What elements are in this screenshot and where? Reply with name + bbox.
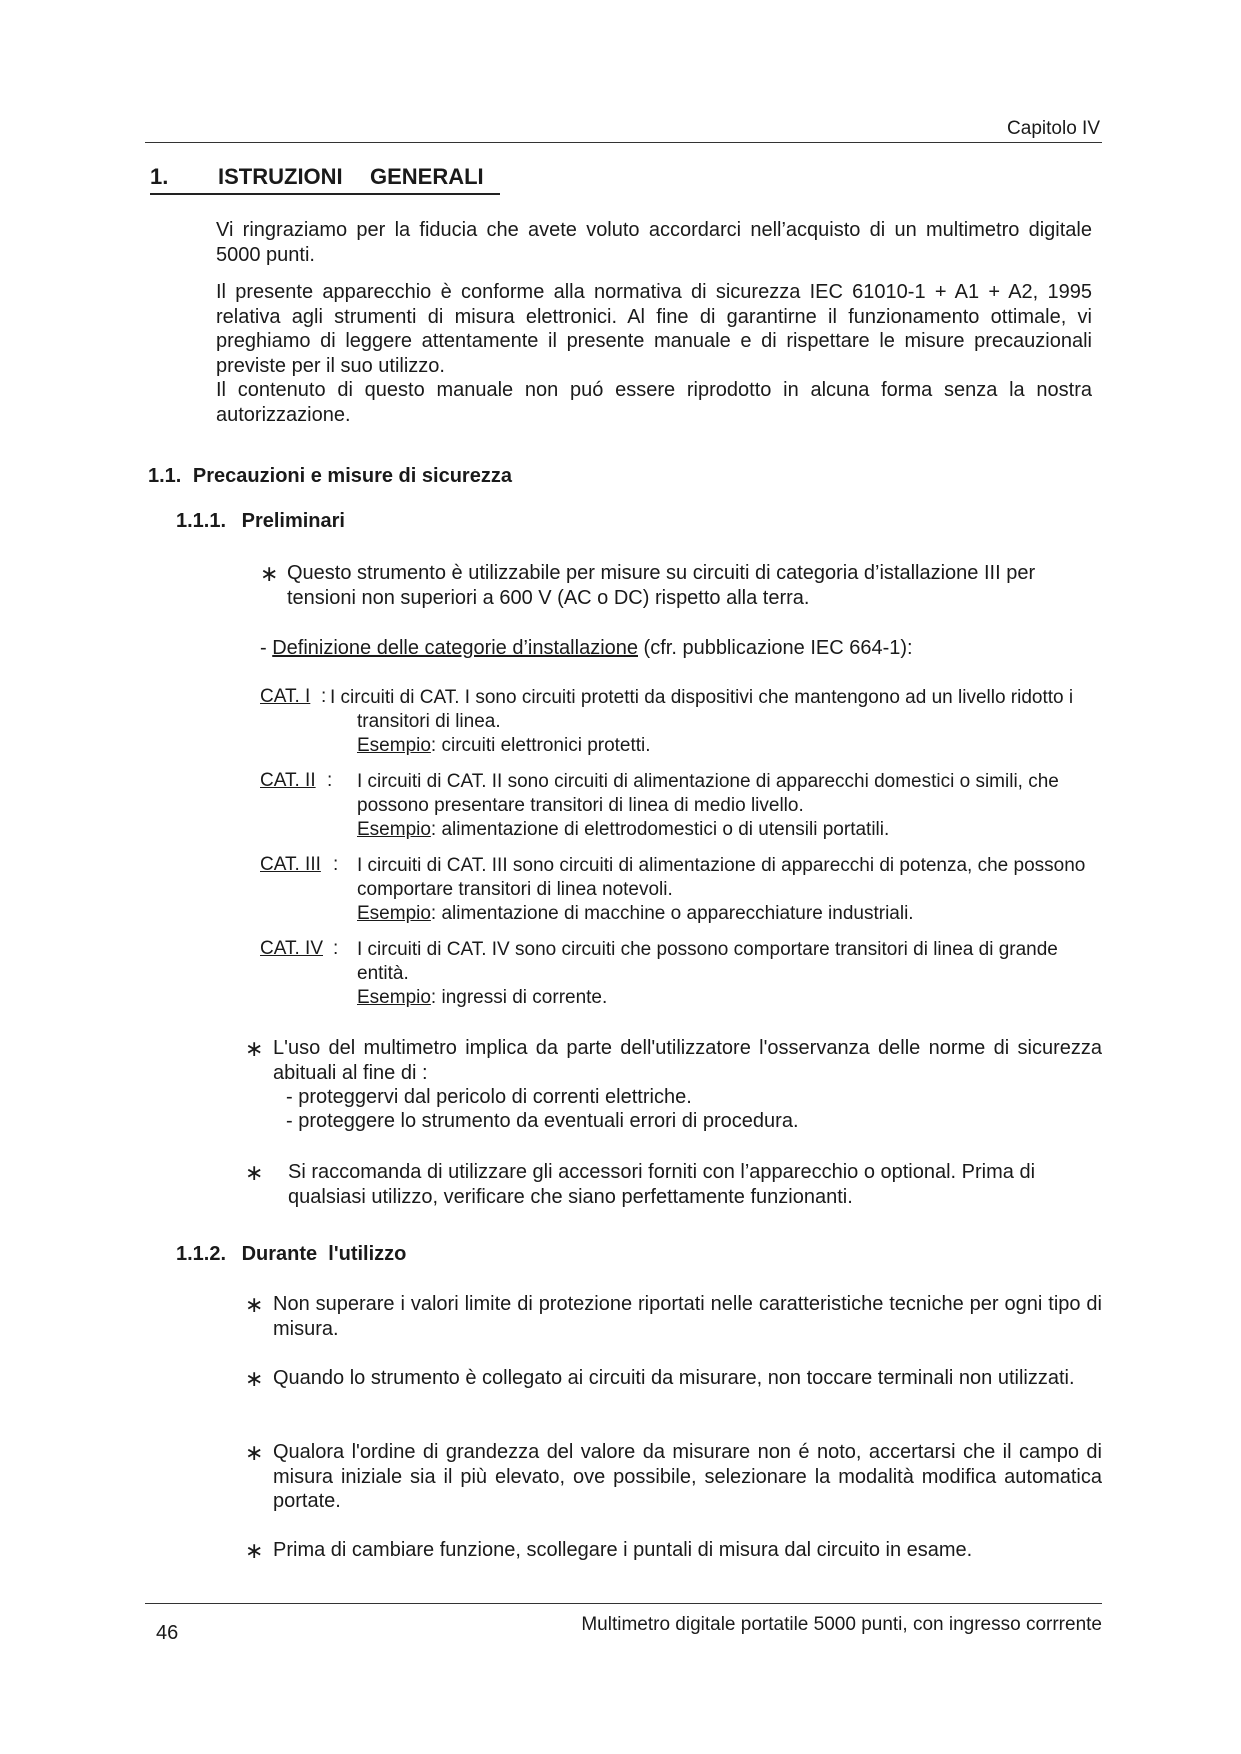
bullet-2-sub-1: - proteggervi dal pericolo di correnti elettriche.	[286, 1086, 692, 1108]
section-1-1-heading	[148, 465, 512, 488]
cat-4-colon: :	[333, 938, 339, 959]
section-1-1-1-number: 1.1.1.	[176, 510, 227, 532]
cat-3-text: I circuiti di CAT. III sono circuiti di alimentazione di apparecchi di potenza, che possono comportare transitori di linea notevoli.	[357, 855, 1086, 900]
cat-2-description	[357, 770, 1102, 842]
intro-paragraph-2: Il presente apparecchio è conforme alla normativa di sicurezza IEC 61010-1 + A1 + A2, 1995 relativa agli strumenti di misura elettronici. Al fine di garantirne il funzionamento ottimale, vi preghiamo di leggere attentamente il presente manuale e di rispettare le misure precauzionali previste per il suo utilizzo.	[216, 281, 1092, 377]
cat-2-label: CAT. II	[260, 770, 316, 791]
cat-3-example-label: Esempio	[357, 903, 431, 924]
utilizzo-bullet-1: Non superare i valori limite di protezione riportati nelle caratteristiche tecniche per ogni tipo di misura.	[273, 1293, 1102, 1340]
section-1-1-2-heading	[176, 1243, 406, 1266]
cat-4-example-label: Esempio	[357, 987, 431, 1008]
footer-rule	[145, 1603, 1102, 1604]
section-1-1-2-title: Durante l'utilizzo	[241, 1243, 407, 1265]
page-number: 46	[156, 1622, 179, 1644]
bullet-symbol: ∗	[245, 1538, 264, 1563]
section-1-1-2-number: 1.1.2.	[176, 1243, 227, 1265]
section-1-title-word2: GENERALI	[370, 164, 484, 189]
section-1-1-number: 1.1.	[148, 465, 182, 487]
cat-2-example: : alimentazione di elettrodomestici o di utensili portatili.	[430, 819, 890, 840]
bullet-symbol: ∗	[245, 1292, 264, 1317]
cat-4-description	[357, 938, 1102, 1010]
cat-1-text: I circuiti di CAT. I sono circuiti protetti da dispositivi che mantengono ad un livello ridotto i transitori di linea.	[330, 687, 1074, 732]
intro-paragraph-3: Il contenuto di questo manuale non puó essere riprodotto in alcuna forma senza la nostra autorizzazione.	[216, 379, 1092, 426]
section-1-1-title: Precauzioni e misure di sicurezza	[192, 465, 512, 487]
cat-3-description	[357, 854, 1102, 926]
cat-1-colon: :	[321, 686, 327, 707]
bullet-symbol: ∗	[245, 1366, 264, 1391]
cat-3-colon: :	[333, 854, 339, 875]
section-1-1-1-heading	[176, 510, 345, 533]
intro-paragraph-1: Vi ringraziamo per la fiducia che avete voluto accordarci nell’acquisto di un multimetro digitale 5000 punti.	[216, 219, 1092, 266]
preliminari-bullet-2: L'uso del multimetro implica da parte dell'utilizzatore l'osservanza delle norme di sicurezza abituali al fine di :	[273, 1037, 1102, 1084]
section-1-title-word1: ISTRUZIONI	[218, 164, 343, 189]
cat-2-example-label: Esempio	[357, 819, 431, 840]
categories-definition	[260, 636, 1102, 661]
cat-3-label: CAT. III	[260, 854, 321, 875]
section-1-heading	[0, 164, 1241, 194]
cat-2-text: I circuiti di CAT. II sono circuiti di alimentazione di apparecchi domestici o simili, che possono presentare transitori di linea di medio livello.	[357, 771, 1059, 816]
bullet-symbol: ∗	[245, 1440, 264, 1465]
utilizzo-bullet-4: Prima di cambiare funzione, scollegare i puntali di misura dal circuito in esame.	[273, 1539, 973, 1561]
cat-1-example-label: Esempio	[357, 735, 431, 756]
cat-1-label: CAT. I	[260, 686, 311, 707]
cat-2-colon: :	[327, 770, 333, 791]
bullet-symbol: ∗	[245, 1036, 264, 1061]
bullet-2-sub-2: - proteggere lo strumento da eventuali errori di procedura.	[286, 1110, 799, 1132]
utilizzo-bullet-2: Quando lo strumento è collegato ai circuiti da misurare, non toccare terminali non utilizzati.	[273, 1367, 1075, 1389]
section-1-number: 1.	[150, 164, 169, 189]
cat-4-label: CAT. IV	[260, 938, 323, 959]
section-1-underline	[150, 193, 500, 195]
header-rule	[145, 142, 1102, 143]
bullet-symbol: ∗	[260, 561, 279, 586]
definition-reference: (cfr. pubblicazione IEC 664-1):	[638, 637, 913, 659]
utilizzo-bullet-3: Qualora l'ordine di grandezza del valore da misurare non é noto, accertarsi che il campo di misura iniziale sia il più elevato, ove possibile, selezionare la modalità modifica automatica portate.	[273, 1441, 1102, 1512]
cat-4-text: I circuiti di CAT. IV sono circuiti che possono comportare transitori di linea di grande entità.	[357, 939, 1058, 984]
preliminari-bullet-1: Questo strumento è utilizzabile per misure su circuiti di categoria d’istallazione III per tensioni non superiori a 600 V (AC o DC) rispetto alla terra.	[287, 562, 1036, 609]
cat-3-example: : alimentazione di macchine o apparecchiature industriali.	[430, 903, 914, 924]
section-1-1-1-title: Preliminari	[241, 510, 345, 532]
bullet-symbol: ∗	[245, 1160, 264, 1185]
cat-4-example: : ingressi di corrente.	[430, 987, 608, 1008]
cat-1-example: : circuiti elettronici protetti.	[430, 735, 651, 756]
definition-link-text: Definizione delle categorie d’installazione	[272, 637, 638, 659]
definition-prefix: -	[260, 637, 273, 659]
cat-1-description	[330, 686, 1102, 758]
preliminari-bullet-3: Si raccomanda di utilizzare gli accessori forniti con l’apparecchio o optional. Prima di qualsiasi utilizzo, verificare che siano perfettamente funzionanti.	[288, 1161, 1036, 1208]
footer-document-title: Multimetro digitale portatile 5000 punti, con ingresso corrrente	[581, 1614, 1102, 1635]
chapter-label: Capitolo IV	[1007, 118, 1100, 139]
